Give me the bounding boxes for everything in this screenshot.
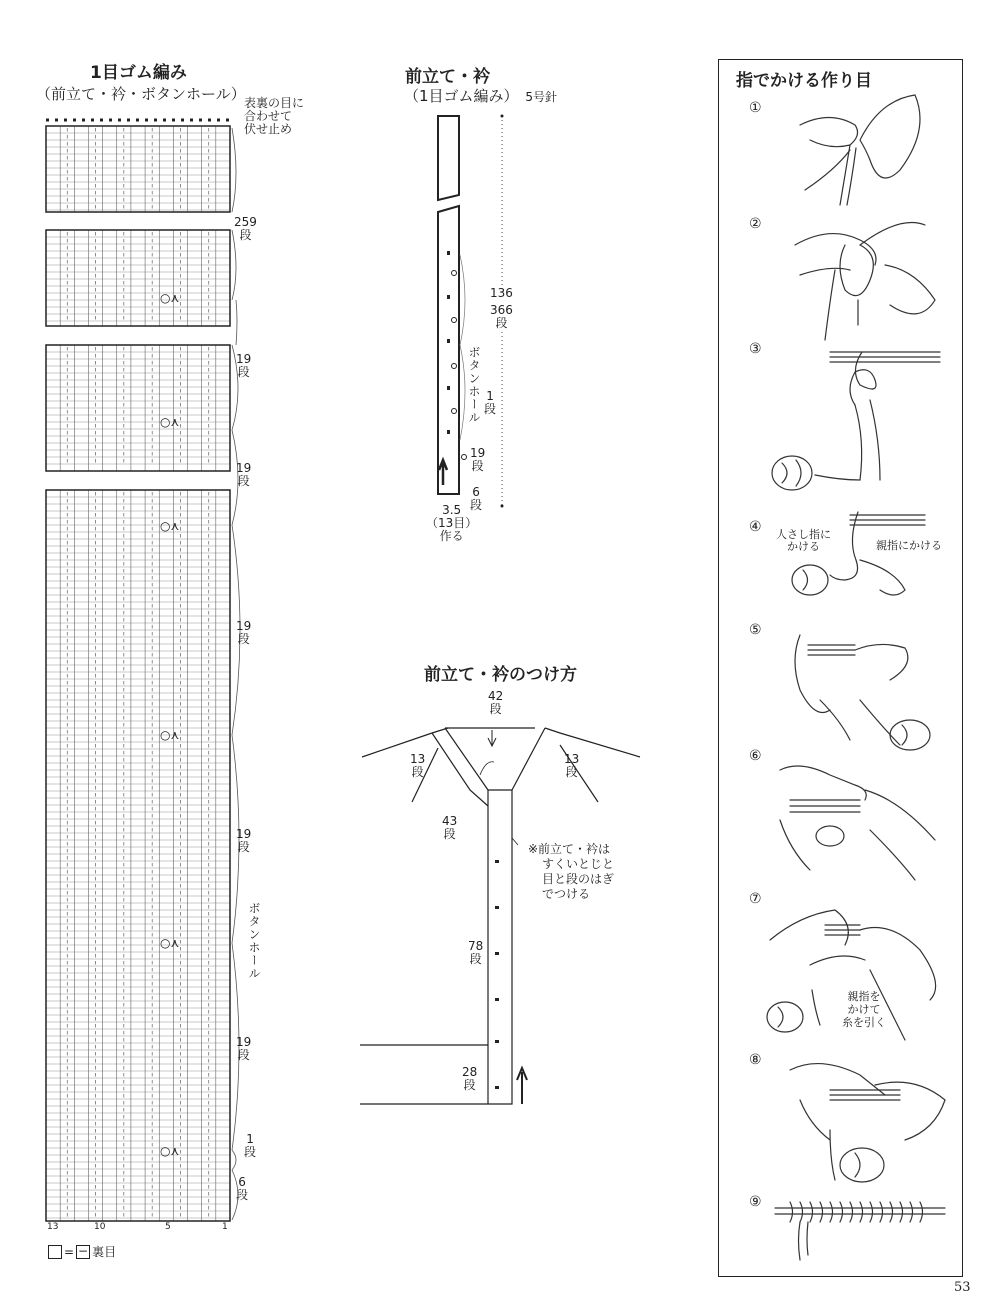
buttonhole-label: ボタンホール (247, 902, 261, 980)
attach-title: 前立て・衿のつけ方 (424, 665, 577, 685)
attach-note: ※前立て・衿は すくいとじと 目と段のはぎ でつける (528, 842, 615, 901)
buttonhole-mark: ○⋏ (160, 519, 180, 533)
legend: = − 裏目 (48, 1243, 116, 1260)
step4-left-note: 人さし指に かける (776, 528, 831, 553)
step-number: ③ (749, 341, 762, 357)
band-length: 136 366 段 (490, 286, 513, 330)
band-ann-1: 1 段 (484, 389, 497, 416)
rows-annotation: 19 段 (236, 827, 252, 854)
rows-annotation: 1 段 (244, 1132, 257, 1159)
buttonhole-mark: ○⋏ (160, 1144, 180, 1158)
buttonhole-mark: ○⋏ (160, 415, 180, 429)
attach-ann-43: 43 段 (442, 814, 458, 841)
step-number: ⑥ (749, 748, 762, 764)
attach-ann-13-right: 13 段 (564, 752, 580, 779)
band-buttonhole-label: ボタンホール (467, 346, 481, 424)
attach-ann-13-left: 13 段 (410, 752, 426, 779)
step4-right-note: 親指にかける (876, 539, 942, 552)
attach-ann-42: 42 段 (488, 689, 504, 716)
tick-label: 10 (94, 1222, 106, 1232)
rows-annotation: 19 段 (236, 1035, 252, 1062)
step-number: ① (749, 100, 762, 116)
buttonhole-mark: ○⋏ (160, 291, 180, 305)
step7-note: 親指を かけて 糸を引く (842, 990, 886, 1029)
band-title: 前立て・衿 (405, 67, 490, 87)
buttonhole-mark: ○⋏ (160, 936, 180, 950)
band-cast-on: 3.5 （13目） 作る (426, 503, 478, 543)
rows-annotation: 19 段 (236, 461, 252, 488)
rows-annotation: 259 段 (234, 215, 257, 242)
chart-subtitle: （前立て・衿・ボタンホール） (36, 85, 246, 103)
rows-annotation: 6 段 (236, 1175, 249, 1202)
bindoff-note: 表裏の目に 合わせて 伏せ止め (244, 96, 305, 136)
step-number: ⑨ (749, 1194, 762, 1210)
rows-annotation: 19 段 (236, 619, 252, 646)
purl-cell-icon: − (78, 1243, 89, 1258)
rows-annotation: 19 段 (236, 352, 252, 379)
panel-title: 指でかける作り目 (736, 71, 872, 91)
attach-ann-28: 28 段 (462, 1065, 478, 1092)
page-number: 53 (954, 1280, 971, 1295)
tick-label: 13 (47, 1222, 59, 1232)
tick-label: 1 (222, 1222, 228, 1232)
step-number: ② (749, 216, 762, 232)
band-ann-19: 19 段 (470, 446, 486, 473)
tick-label: 5 (165, 1222, 171, 1232)
step-number: ⑤ (749, 622, 762, 638)
band-ann-6: 6 段 (470, 485, 483, 512)
step-number: ⑦ (749, 891, 762, 907)
chart-title: 1目ゴム編み (90, 63, 187, 83)
step-number: ④ (749, 519, 762, 535)
attach-ann-78: 78 段 (468, 939, 484, 966)
step-number: ⑧ (749, 1052, 762, 1068)
band-subtitle: （1目ゴム編み） 5号針 (404, 87, 557, 105)
buttonhole-mark: ○⋏ (160, 728, 180, 742)
